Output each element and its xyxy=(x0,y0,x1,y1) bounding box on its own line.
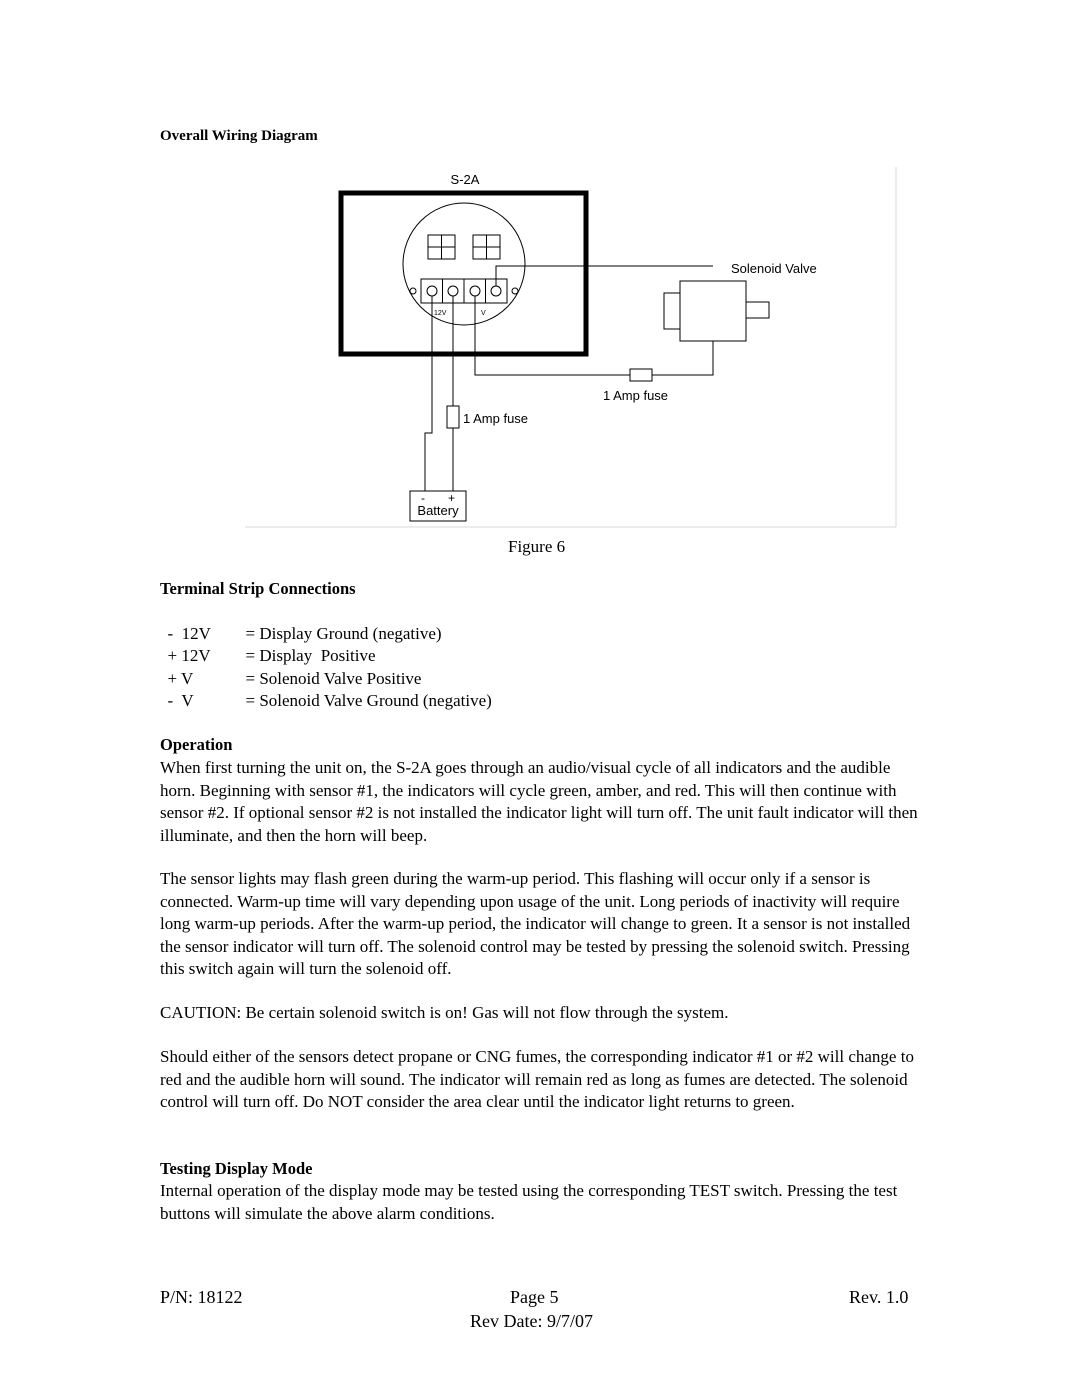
diagram-title: Overall Wiring Diagram xyxy=(160,128,318,144)
footer-revision: Rev. 1.0 xyxy=(849,1287,909,1307)
terminal-term: + V xyxy=(167,668,194,688)
terminal-desc: = Solenoid Valve Ground (negative) xyxy=(245,690,492,710)
terminal-term: - 12V xyxy=(167,623,211,643)
operation-paragraph-1: When first turning the unit on, the S-2A goes through an audio/visual cycle of all indicators and the audible horn. Beginning with sensor #1, the indicators will cycle green, amber, and red. This will then continue with sensor #2. If optional sensor #2 is not installed the indicator light will turn off. The unit fault indicator will then illuminate, and then the horn will beep. xyxy=(160,758,918,845)
indicator-window-2 xyxy=(473,235,500,259)
indicator-window-1 xyxy=(428,235,455,259)
terminal-desc: = Display Positive xyxy=(245,645,376,665)
fuse-left xyxy=(447,406,459,428)
wiring-diagram xyxy=(245,165,900,530)
fuse-right-label: 1 Amp fuse xyxy=(603,388,669,403)
battery-minus: - xyxy=(421,491,425,505)
unit-label: S-2A xyxy=(450,172,480,187)
operation-paragraph-3: Should either of the sensors detect propane or CNG fumes, the corresponding indicator #1 or #2 will change to red and the audible horn will sound. The indicator will remain red as long as fumes are detected. The solenoid control will turn off. Do NOT consider the area clear until the indicator light returns to green. xyxy=(160,1047,914,1111)
solenoid-valve xyxy=(664,281,769,341)
figure-caption: Figure 6 xyxy=(508,537,566,556)
terminal-strip xyxy=(410,279,518,303)
battery-label: Battery xyxy=(417,503,459,518)
terminal-term: + 12V xyxy=(167,645,211,665)
operation-paragraph-2: The sensor lights may flash green during the warm-up period. This flashing will occur only if a sensor is connected. Warm-up time will vary depending upon usage of the unit. Long periods of inactivity will require long warm-up periods. After the warm-up period, the indicator will change to green. It a sensor is not installed the sensor indicator will turn off. The solenoid control may be tested by pressing the solenoid switch. Pressing this switch again will turn the solenoid off. xyxy=(160,869,911,978)
terminal-term: - V xyxy=(167,690,194,710)
operation-heading: Operation xyxy=(160,735,233,754)
s2a-housing xyxy=(341,193,586,354)
terminal-v-label: V xyxy=(481,310,486,317)
terminal-row xyxy=(159,667,492,712)
fuse-right xyxy=(630,369,652,381)
testing-paragraph: Internal operation of the display mode may be tested using the corresponding TEST switch. Pressing the test buttons will simulate the above alarm conditions. xyxy=(160,1181,898,1223)
footer-part-number: P/N: 18122 xyxy=(160,1287,243,1307)
caution-text: CAUTION: Be certain solenoid switch is on! Gas will not flow through the system. xyxy=(160,1003,729,1022)
terminal-12v-label: 12V xyxy=(434,310,447,317)
battery-plus: + xyxy=(448,491,456,505)
testing-heading: Testing Display Mode xyxy=(160,1159,313,1178)
solenoid-label: Solenoid Valve xyxy=(731,261,817,276)
terminal-desc: = Display Ground (negative) xyxy=(245,623,442,643)
footer-page-number: Page 5 xyxy=(510,1287,559,1307)
terminal-heading: Terminal Strip Connections xyxy=(160,579,356,598)
terminal-desc: = Solenoid Valve Positive xyxy=(245,668,422,688)
display-dial xyxy=(403,203,525,325)
fuse-left-label: 1 Amp fuse xyxy=(463,411,529,426)
footer-rev-date: Rev Date: 9/7/07 xyxy=(470,1311,593,1331)
